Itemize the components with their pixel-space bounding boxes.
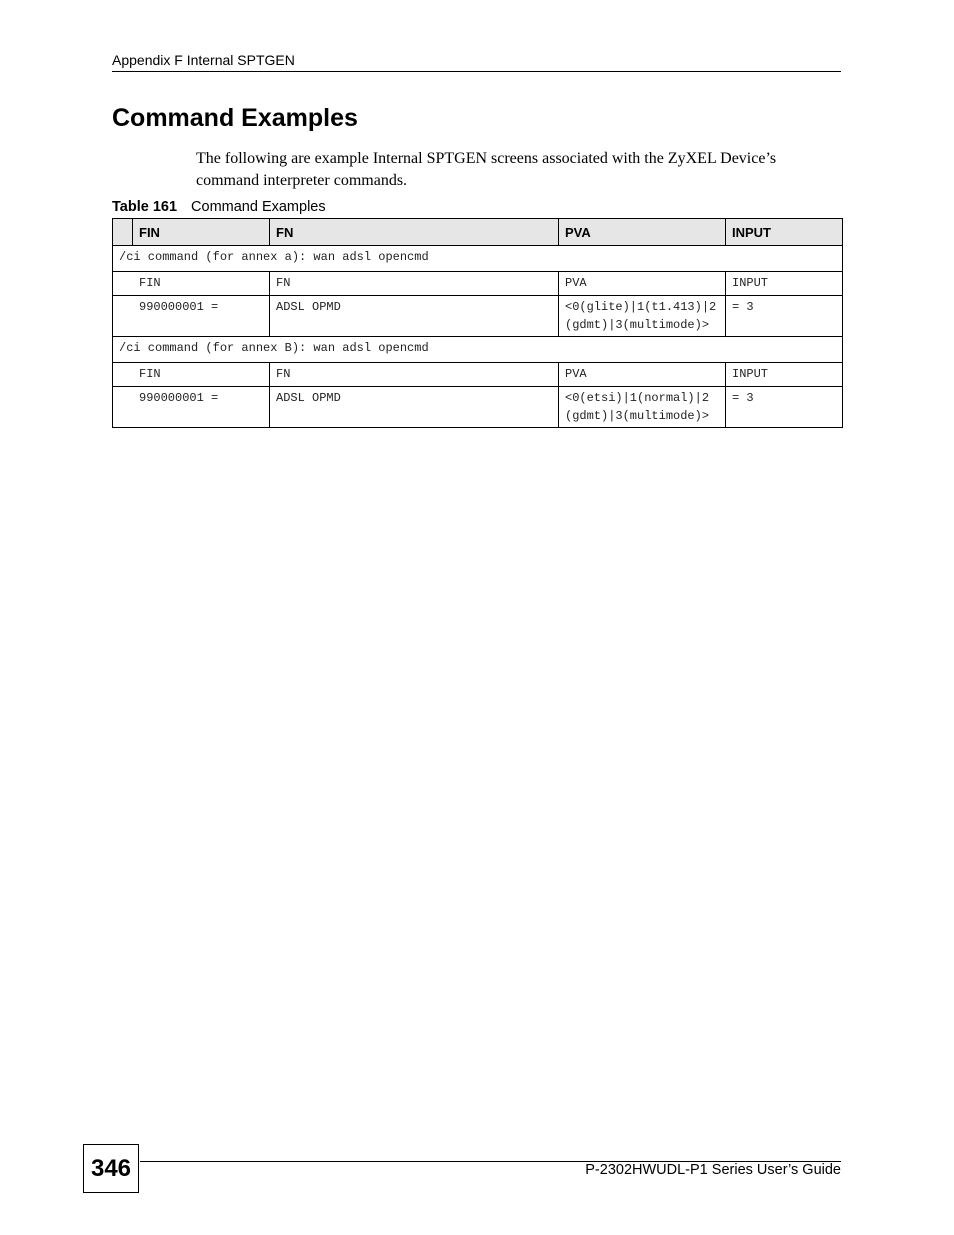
- header-blank-cell: [113, 219, 133, 246]
- intro-paragraph: The following are example Internal SPTGEN screens associated with the ZyXEL Device’s command interpreter commands.: [196, 150, 777, 189]
- fin-value: 990000001 =: [113, 387, 270, 428]
- command-row-annex-a: [113, 246, 843, 272]
- command-text: /ci command (for annex a): wan adsl opencmd: [113, 246, 843, 272]
- page-title: Command Examples: [112, 104, 358, 132]
- sub-header-fin: FIN: [113, 272, 270, 296]
- table-row: [113, 387, 843, 428]
- guide-name: P-2302HWUDL-P1 Series User’s Guide: [585, 1162, 841, 1178]
- sub-header-fin: FIN: [113, 363, 270, 387]
- fn-value: ADSL OPMD: [270, 296, 559, 337]
- input-value: = 3: [726, 296, 843, 337]
- command-examples-table: [112, 218, 843, 428]
- sub-header-row: [113, 363, 843, 387]
- sub-header-pva: PVA: [559, 363, 726, 387]
- header-input: INPUT: [726, 219, 843, 246]
- table-caption: [112, 199, 326, 215]
- sub-header-pva: PVA: [559, 272, 726, 296]
- header-divider: [112, 71, 841, 72]
- pva-value: <0(etsi)|1(normal)|2(gdmt)|3(multimode)>: [559, 387, 726, 428]
- table-caption-number: Table 161: [112, 199, 178, 215]
- header-fn: FN: [270, 219, 559, 246]
- header-fin: FIN: [133, 219, 270, 246]
- table-caption-text: Command Examples: [191, 199, 326, 215]
- sub-header-fn: FN: [270, 272, 559, 296]
- fn-value: ADSL OPMD: [270, 387, 559, 428]
- header-pva: PVA: [559, 219, 726, 246]
- command-row-annex-b: [113, 337, 843, 363]
- pva-value: <0(glite)|1(t1.413)|2(gdmt)|3(multimode)>: [559, 296, 726, 337]
- table-header-row: [113, 219, 843, 246]
- table-row: [113, 296, 843, 337]
- sub-header-input: INPUT: [726, 272, 843, 296]
- input-value: = 3: [726, 387, 843, 428]
- page-number: 346: [83, 1144, 139, 1193]
- sub-header-input: INPUT: [726, 363, 843, 387]
- sub-header-row: [113, 272, 843, 296]
- fin-value: 990000001 =: [113, 296, 270, 337]
- sub-header-fn: FN: [270, 363, 559, 387]
- running-header: Appendix F Internal SPTGEN: [112, 52, 295, 68]
- command-text: /ci command (for annex B): wan adsl opencmd: [113, 337, 843, 363]
